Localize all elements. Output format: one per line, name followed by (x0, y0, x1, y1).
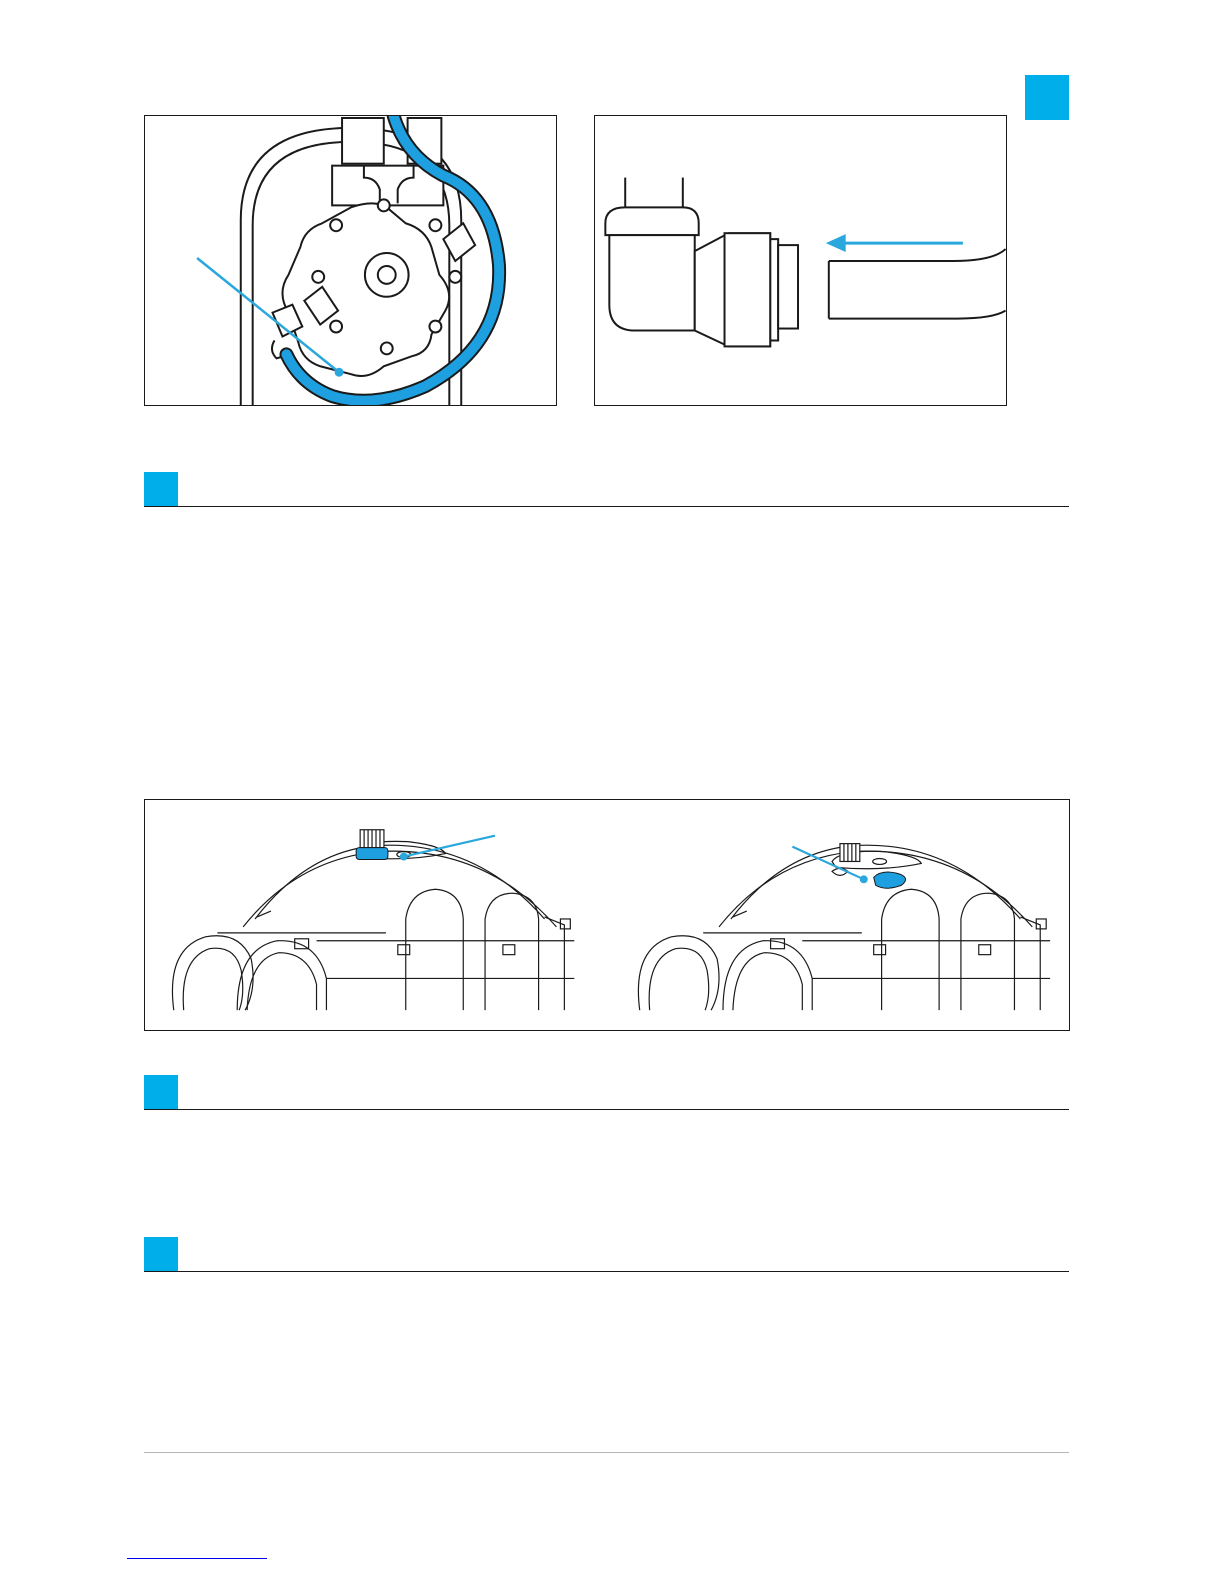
figure-pump-head (144, 115, 557, 406)
section-rule-2 (144, 1109, 1069, 1110)
footer-rule (144, 1452, 1069, 1453)
section-rule-3 (144, 1271, 1069, 1272)
tube-elbow-connector-icon (595, 116, 1006, 405)
footer-link-underline[interactable] (127, 1558, 267, 1559)
section-marker-1 (144, 472, 178, 506)
figure-valve-housings (144, 799, 1070, 1031)
section-marker-3 (144, 1237, 178, 1271)
section-rule-1 (144, 506, 1069, 507)
peristaltic-pump-head-icon (145, 116, 556, 405)
section-marker-2 (144, 1075, 178, 1109)
chapter-tab-marker (1025, 75, 1069, 120)
figure-tube-connector (594, 115, 1007, 406)
valve-housing-dome-icon (145, 800, 1069, 1030)
